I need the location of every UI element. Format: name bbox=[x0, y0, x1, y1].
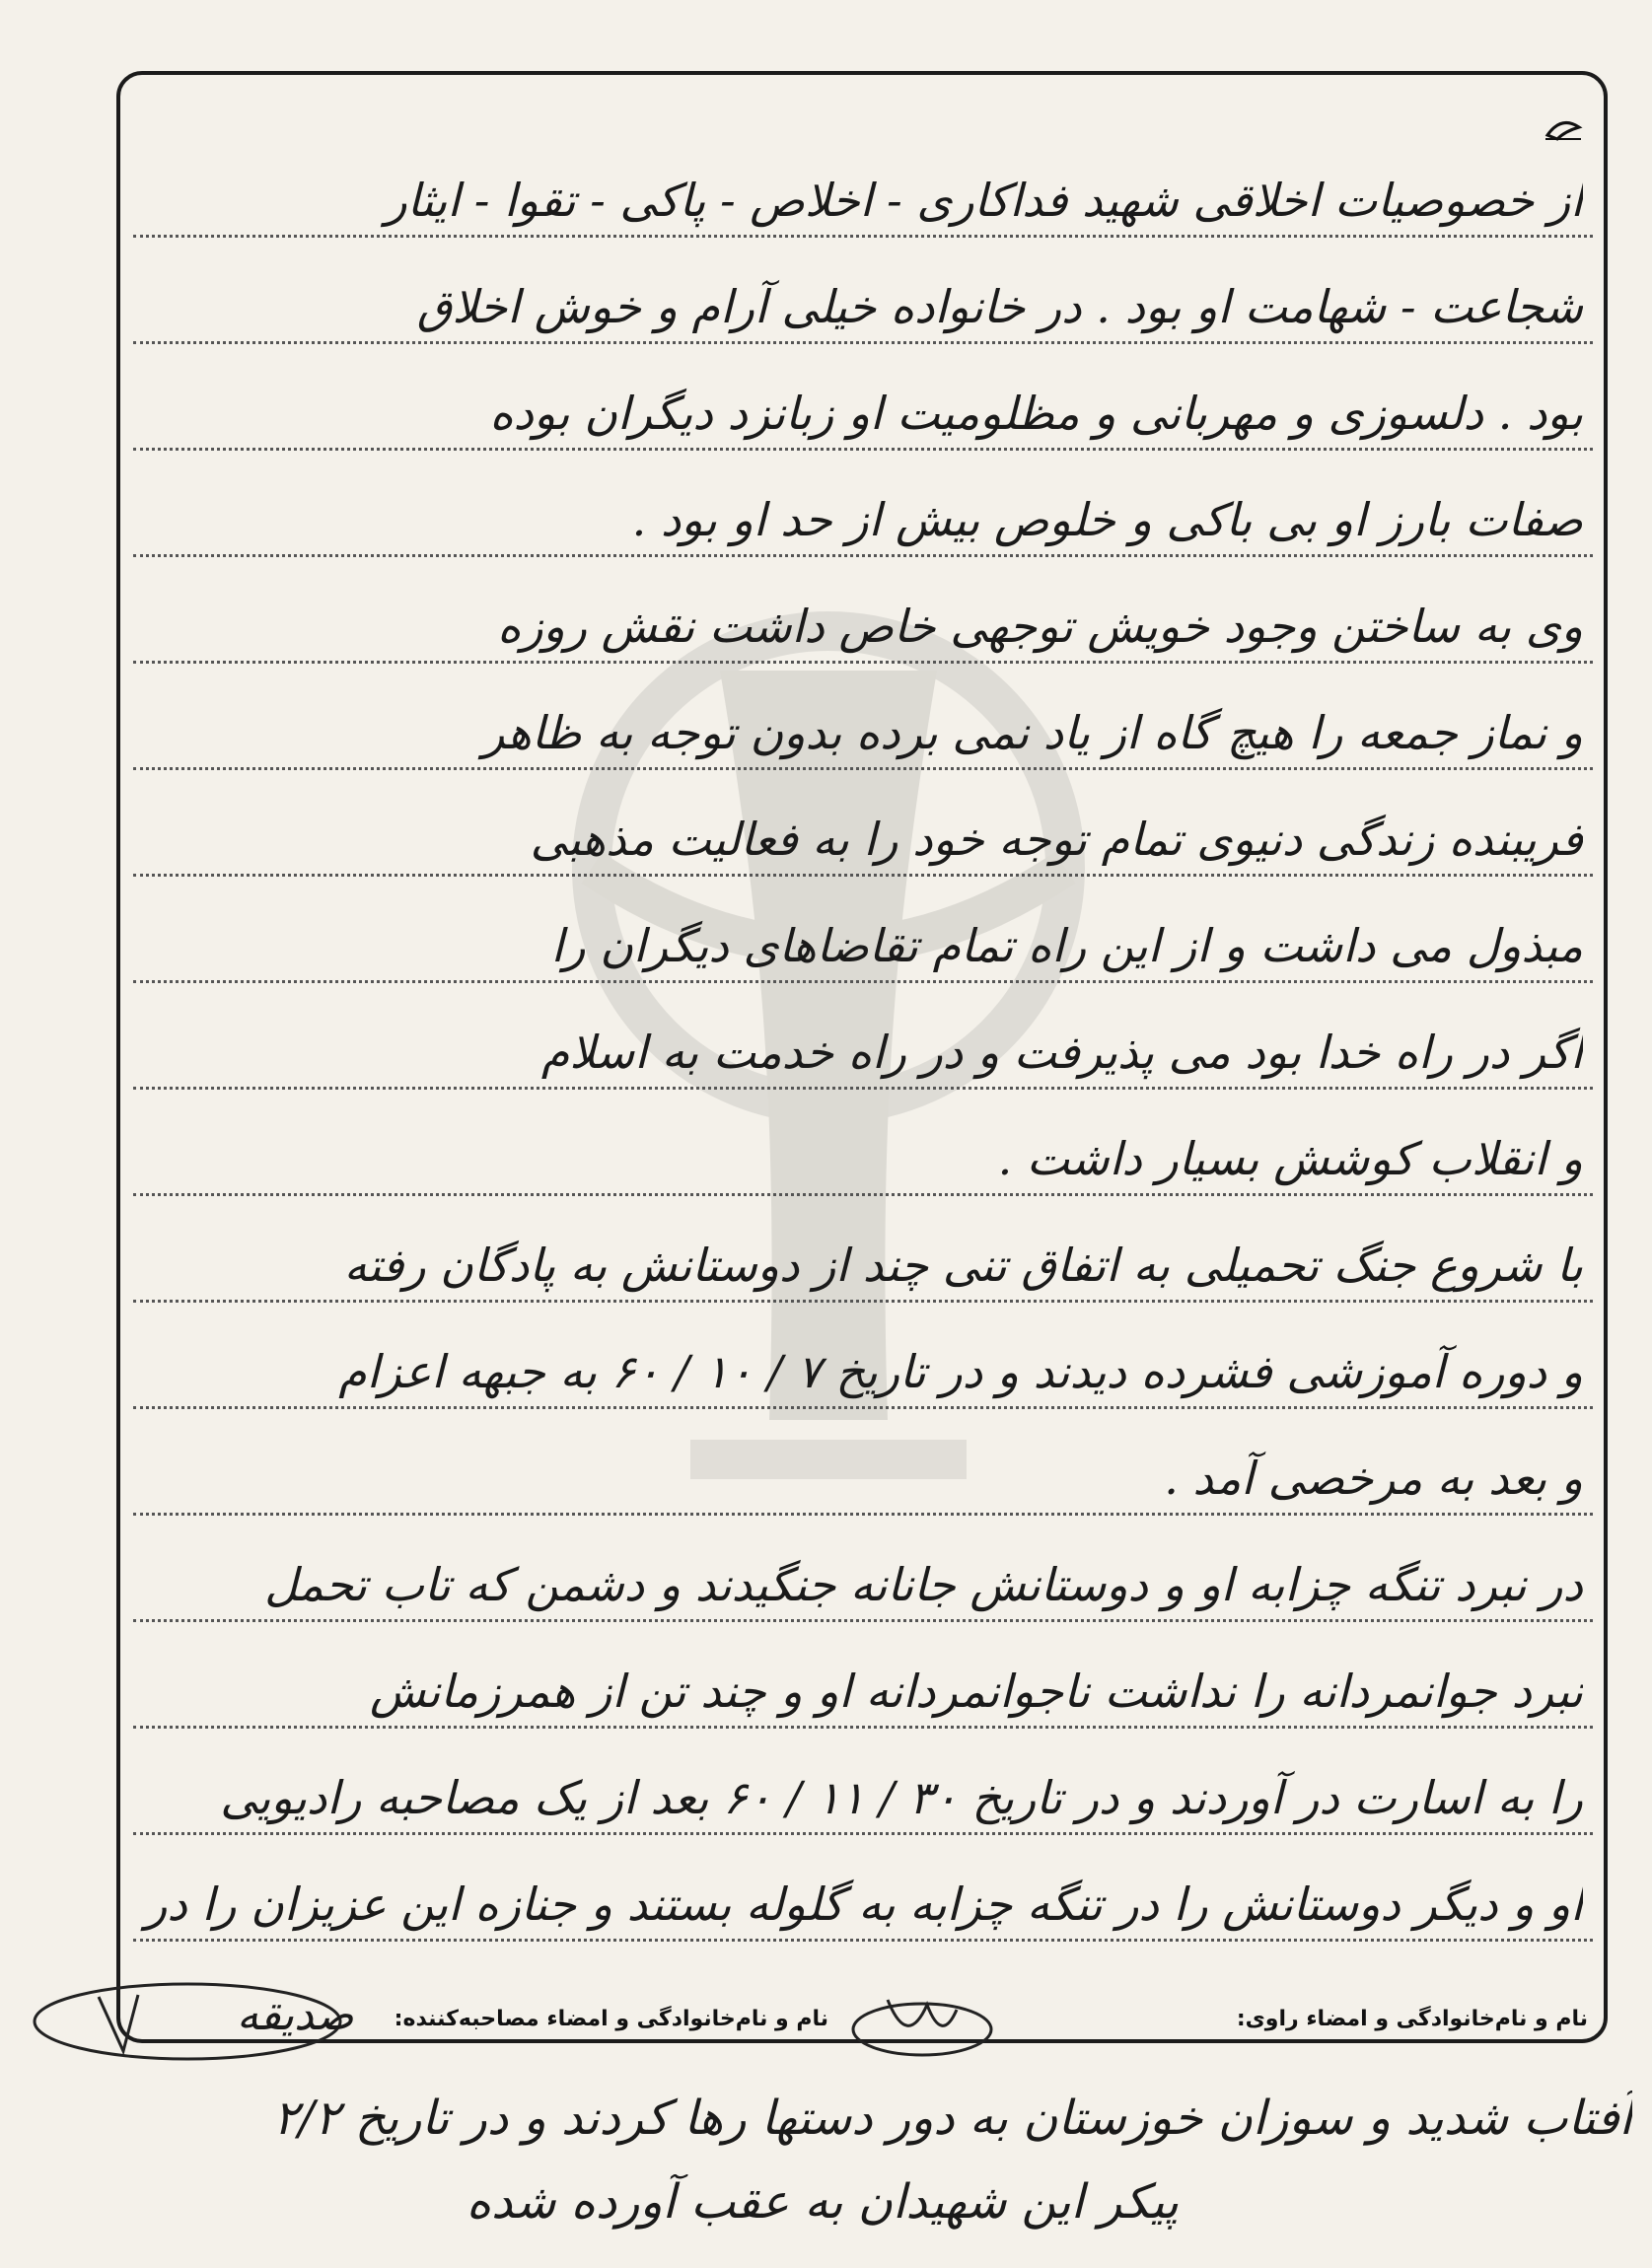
text-line bbox=[133, 1005, 1593, 1090]
text-line-content: و نماز جمعه را هیچ گاه از یاد نمی برده بدون توجه به ظاهر bbox=[482, 706, 1583, 759]
text-line-content: مبذول می داشت و از این راه تمام تقاضاهای دیگران را bbox=[550, 919, 1583, 972]
text-line-content: او و دیگر دوستانش را در تنگه چزابه به گلوله بستند و جنازه این عزیزان را در bbox=[145, 1878, 1583, 1931]
text-line-content: وی به ساختن وجود خویش توجهی خاص داشت نقش روزه bbox=[497, 600, 1583, 653]
text-line-content: نبرد جوانمردانه را نداشت ناجوانمردانه او و چند تن از همرزمانش bbox=[369, 1665, 1583, 1718]
text-line-content: صفات بارز او بی باکی و خلوص بیش از حد او بود . bbox=[631, 493, 1583, 546]
outside-line-2: پیکر این شهیدان به عقب آورده شده bbox=[466, 2174, 1179, 2230]
text-line bbox=[133, 1431, 1593, 1516]
text-line bbox=[133, 1218, 1593, 1303]
text-line-content: و دوره آموزشی فشرده دیدند و در تاریخ ۷ / ۱۰ / ۶۰ به جبهه اعزام bbox=[338, 1345, 1583, 1398]
interviewer-signature bbox=[848, 1990, 996, 2059]
interviewer-label: نام و نام‌خانوادگی و امضاء مصاحبه‌کننده: bbox=[394, 2007, 828, 2031]
text-line-content: در نبرد تنگه چزابه او و دوستانش جانانه جنگیدند و دشمن که تاب تحمل bbox=[264, 1558, 1583, 1611]
text-line-content: اگر در راه خدا بود می پذیرفت و در راه خدمت به اسلام bbox=[540, 1026, 1583, 1079]
text-line bbox=[133, 1537, 1593, 1622]
text-line-content: را به اسارت در آوردند و در تاریخ ۳۰ / ۱۱ / ۶۰ بعد از یک مصاحبه رادیویی bbox=[220, 1771, 1583, 1824]
text-line bbox=[133, 685, 1593, 770]
text-line-content: از خصوصیات اخلاقی شهید فداکاری - اخلاص - پاکی - تقوا - ایثار bbox=[385, 174, 1583, 227]
text-line bbox=[133, 1750, 1593, 1835]
text-line bbox=[133, 898, 1593, 983]
text-line-content: و انقلاب کوشش بسیار داشت . bbox=[997, 1132, 1583, 1185]
outside-line-1: آفتاب شدید و سوزان خوزستان به دور دستها رها کردند و در تاریخ ۲/۲ bbox=[272, 2091, 1632, 2146]
text-line bbox=[133, 579, 1593, 664]
text-line bbox=[133, 1324, 1593, 1409]
text-line-content: با شروع جنگ تحمیلی به اتفاق تنی چند از دوستانش به پادگان رفته bbox=[343, 1239, 1583, 1292]
interviewee-label: نام و نام‌خانوادگی و امضاء راوی: bbox=[1236, 2007, 1588, 2031]
text-line bbox=[133, 153, 1593, 238]
text-line bbox=[133, 366, 1593, 451]
text-line bbox=[133, 1644, 1593, 1729]
interviewee-signature: صدیقه bbox=[237, 1990, 354, 2040]
text-line-content: بود . دلسوزی و مهربانی و مظلومیت او زبانزد دیگران بوده bbox=[489, 387, 1583, 440]
text-line-content: شجاعت - شهامت او بود . در خانواده خیلی آرام و خوش اخلاق bbox=[416, 280, 1583, 333]
text-line-content: فریبنده زندگی دنیوی تمام توجه خود را به فعالیت مذهبی bbox=[530, 813, 1583, 866]
text-line bbox=[133, 472, 1593, 557]
text-line bbox=[133, 1857, 1593, 1942]
text-line bbox=[133, 792, 1593, 877]
text-line bbox=[133, 1111, 1593, 1196]
text-line bbox=[133, 259, 1593, 344]
text-line-content: و بعد به مرخصی آمد . bbox=[1164, 1452, 1583, 1505]
